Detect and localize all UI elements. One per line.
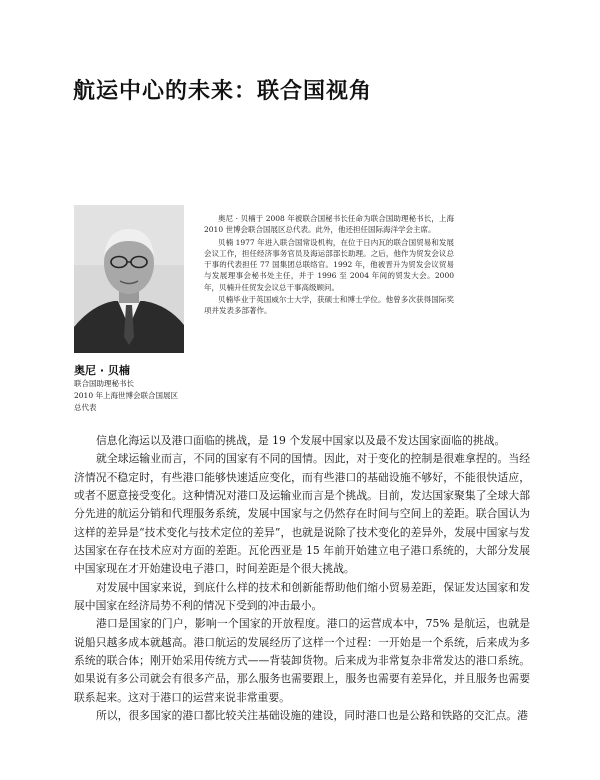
- portrait-photo-icon: [74, 205, 184, 353]
- body-paragraph: 港口是国家的门户，影响一个国家的开放程度。港口的运营成本中，75% 是航运，也就是说船只越多成本就越高。港口航运的发展经历了这样一个过程：一开始是一个系统，后来成为多系统的联合体；刚开始采用传统方式——背装卸货物。后来成为非常复杂非常发达的港口系统。如果说有多公司就会有很多产品，那么服务也需要跟上，服务也需要有差异化，并且服务也需要联系起来。这对于港口的运营来说非常重要。: [74, 617, 530, 704]
- body-paragraph: 就全球运输业而言，不同的国家有不同的国情。因此，对于变化的控制是很难拿捏的。当经济情况不稳定时，有些港口能够快速适应变化，而有些港口的基础设施不够好，不能很快适应，或者不愿意接受变化。这种情况对港口及运输业而言是个挑战。目前，发达国家聚集了全球大部分先进的航运分销和代理服务系统，发展中国家与之仍然存在时间与空间上的差距。联合国认为这样的差异是“技术变化与技术定位的差异”，也就是说除了技术变化的差异外，发展中国家与发达国家在存在技术应对方面的差距。瓦伦西亚是 15 年前开始建立电子港口系统的，大部分发展中国家现在才开始建设电子港口，时间差距是个很大挑战。: [74, 452, 530, 576]
- author-roles: [74, 378, 178, 414]
- author-role: 2010 年上海世博会联合国展区: [74, 391, 178, 400]
- bio-paragraph: 贝楠 1977 年进入联合国常设机构，在位于日内瓦的联合国贸易和发展会议工作，担任经济事务官员及海运部部长助理。之后，他作为贸发会议总干事的代表担任 77 国集团总联络官。1992 年，他被晋升为贸发会议贸易与发展理事会秘书处主任，并于 1996 至 2004 年间的贸发大会。2000 年，贝楠升任贸发会议总干事高级顾问。: [204, 237, 454, 292]
- author-bio: [204, 213, 454, 318]
- author-role: 总代表: [74, 403, 97, 412]
- body-paragraph: 所以，很多国家的港口都比较关注基础设施的建设，同时港口也是公路和铁路的交汇点。港: [96, 709, 528, 723]
- bio-paragraph: 奥尼 · 贝楠于 2008 年被联合国秘书长任命为联合国助理秘书长，上海 2010 世博会联合国展区总代表。此外，他还担任国际海洋学会主席。: [204, 214, 454, 235]
- body-paragraph: 信息化海运以及港口面临的挑战，是 19 个发展中国家以及最不发达国家面临的挑战。: [96, 434, 506, 447]
- bio-paragraph: 贝楠毕业于英国威尔士大学，获硕士和博士学位。他曾多次获得国际奖项并发表多部著作。: [204, 295, 454, 316]
- article-title: 航运中心的未来：联合国视角: [73, 79, 373, 104]
- author-portrait: [74, 205, 184, 353]
- article-body: [74, 432, 530, 726]
- author-name: 奥尼 · 贝楠: [74, 364, 130, 377]
- body-paragraph: 对发展中国家来说，到底什么样的技术和创新能帮助他们缩小贸易差距，保证发达国家和发展中国家在经济局势不利的情况下受到的冲击最小。: [74, 580, 530, 613]
- author-role: 联合国助理秘书长: [74, 379, 134, 388]
